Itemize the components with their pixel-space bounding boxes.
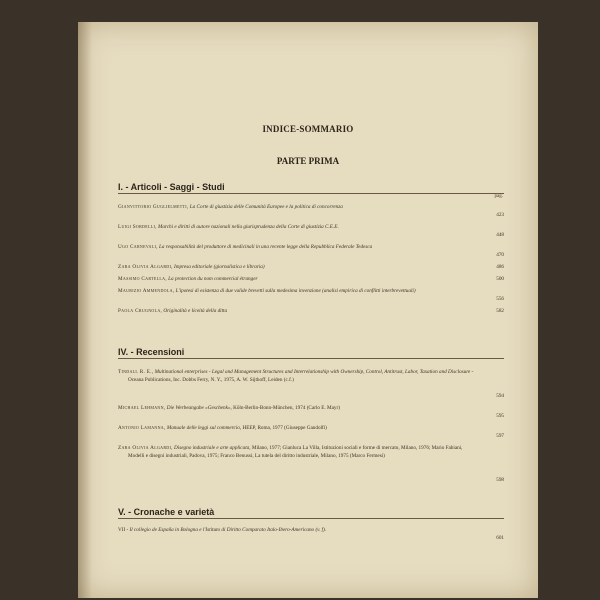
toc-entry [118,307,476,315]
section-rule [118,518,504,519]
entry-page-number: 595 [496,413,504,419]
entry-page-number: 601 [496,535,504,541]
entry-publication: HEEP, Roma, 1977 (Giuseppe Gandolfi) [242,425,327,431]
page-spine-shadow [78,22,92,598]
entry-page-number: 582 [496,308,504,314]
toc-entry [118,243,476,251]
entry-author: Maurizio Ammendola, [118,288,175,294]
page-column-label: pag. [494,194,503,199]
section-heading-cronache: V. - Cronache e varietà [118,507,215,517]
toc-entry [118,404,476,412]
entry-title: La protection du nom commercial étranger [168,276,258,282]
toc-entry [118,223,476,231]
entry-page-number: 598 [496,477,504,483]
entry-author: Paola Crugnola, [118,308,163,314]
entry-author: Ugo Carnevali, [118,244,158,250]
entry-author: Luigi Sordelli, [118,224,157,230]
part-heading: PARTE PRIMA [276,156,340,166]
toc-entry [118,287,476,295]
entry-title: Disegno industriale e arte applicata, [174,445,251,451]
entry-title: Originalità e liceità della ditta [163,308,228,314]
toc-entry [118,526,476,534]
entry-publication: - Oceana Publications, Inc. Dobbs Ferry, N. Y., 1975, A. W. Sijthoff, Leiden (c.f.) [128,369,474,383]
entry-page-number: 423 [496,212,504,218]
entry-page-number: 486 [496,264,504,270]
entry-author: Zara Olivia Algardi, [118,445,173,451]
toc-entry [118,444,476,460]
entry-author: Massimo Cartella, [118,276,167,282]
entry-author: Gianvittorio Guglielmetti, [118,204,189,210]
entry-publication: Milano, 1977; Gianluca La Villa, Istituzioni sociali e forme di mercato, Milano, 1976; Mario Fabiani, Modelli e disegni industriali, Padova, 1975; Franco Benussi, La tutela del diritto industriale, Milano, 1975 (Marco Fermesi) [128,445,463,459]
entry-page-number: 594 [496,393,504,399]
toc-entry [118,368,476,384]
entry-author: Antonio Lamanna, [118,425,166,431]
entry-title: L'ipotesi di esistenza di due valide brevetti sulla medesima invenzione (analisi empirica di conflitti interbrevettuali) [175,288,416,294]
toc-entry [118,263,476,271]
entry-title: Multinational enterprises - Legal and Management Structures and Interrelationship with Ownership, Control, Antitrust, Labor, Taxation and Disclosure [154,369,471,375]
document-title: INDICE-SOMMARIO [262,124,354,134]
toc-entry [118,275,476,283]
entry-title: La responsabilità del produttore di medicinali in una recente legge della Repubblica Federale Tedesca [159,244,373,250]
entry-page-number: 500 [496,276,504,282]
section-heading-recensioni: IV. - Recensioni [118,347,185,357]
section-rule [118,193,504,194]
section-rule [118,358,504,359]
entry-title: Il collegio de España in Bologna e l'Istituto di Diritto Comparato Italo-Ibero-Americano (v. f). [129,527,327,533]
entry-title: La Corte di giustizia delle Comunità Europee e la politica di concorrenza [189,204,343,210]
entry-page-number: 597 [496,433,504,439]
entry-author: Zara Olivia Algardi, [118,264,173,270]
toc-entry [118,424,476,432]
entry-author: Michael Lehmann, [118,405,166,411]
entry-title: Manuale delle leggi sul commercio, [166,425,242,431]
entry-publication: Köln-Berlin-Bonn-München, 1974 (Carlo E. Mayr) [233,405,340,411]
entry-page-number: 470 [496,252,504,258]
toc-entry [118,203,476,211]
entry-title: Die Werbeangabe «Geschenk», [166,405,232,411]
entry-title: Marchi e diritti di autore nazionali nella giurisprudenza della Corte di giustizia C.E.E. [158,224,339,230]
entry-title: Impresa editoriale (giornalistica e libraria) [174,264,265,270]
document-page [78,22,538,598]
entry-page-number: 556 [496,296,504,302]
entry-page-number: 448 [496,232,504,238]
entry-author: Tindall R. E., [118,369,154,375]
section-heading-articoli: I. - Articoli - Saggi - Studi [118,182,225,192]
entry-number: VII - [118,527,129,533]
